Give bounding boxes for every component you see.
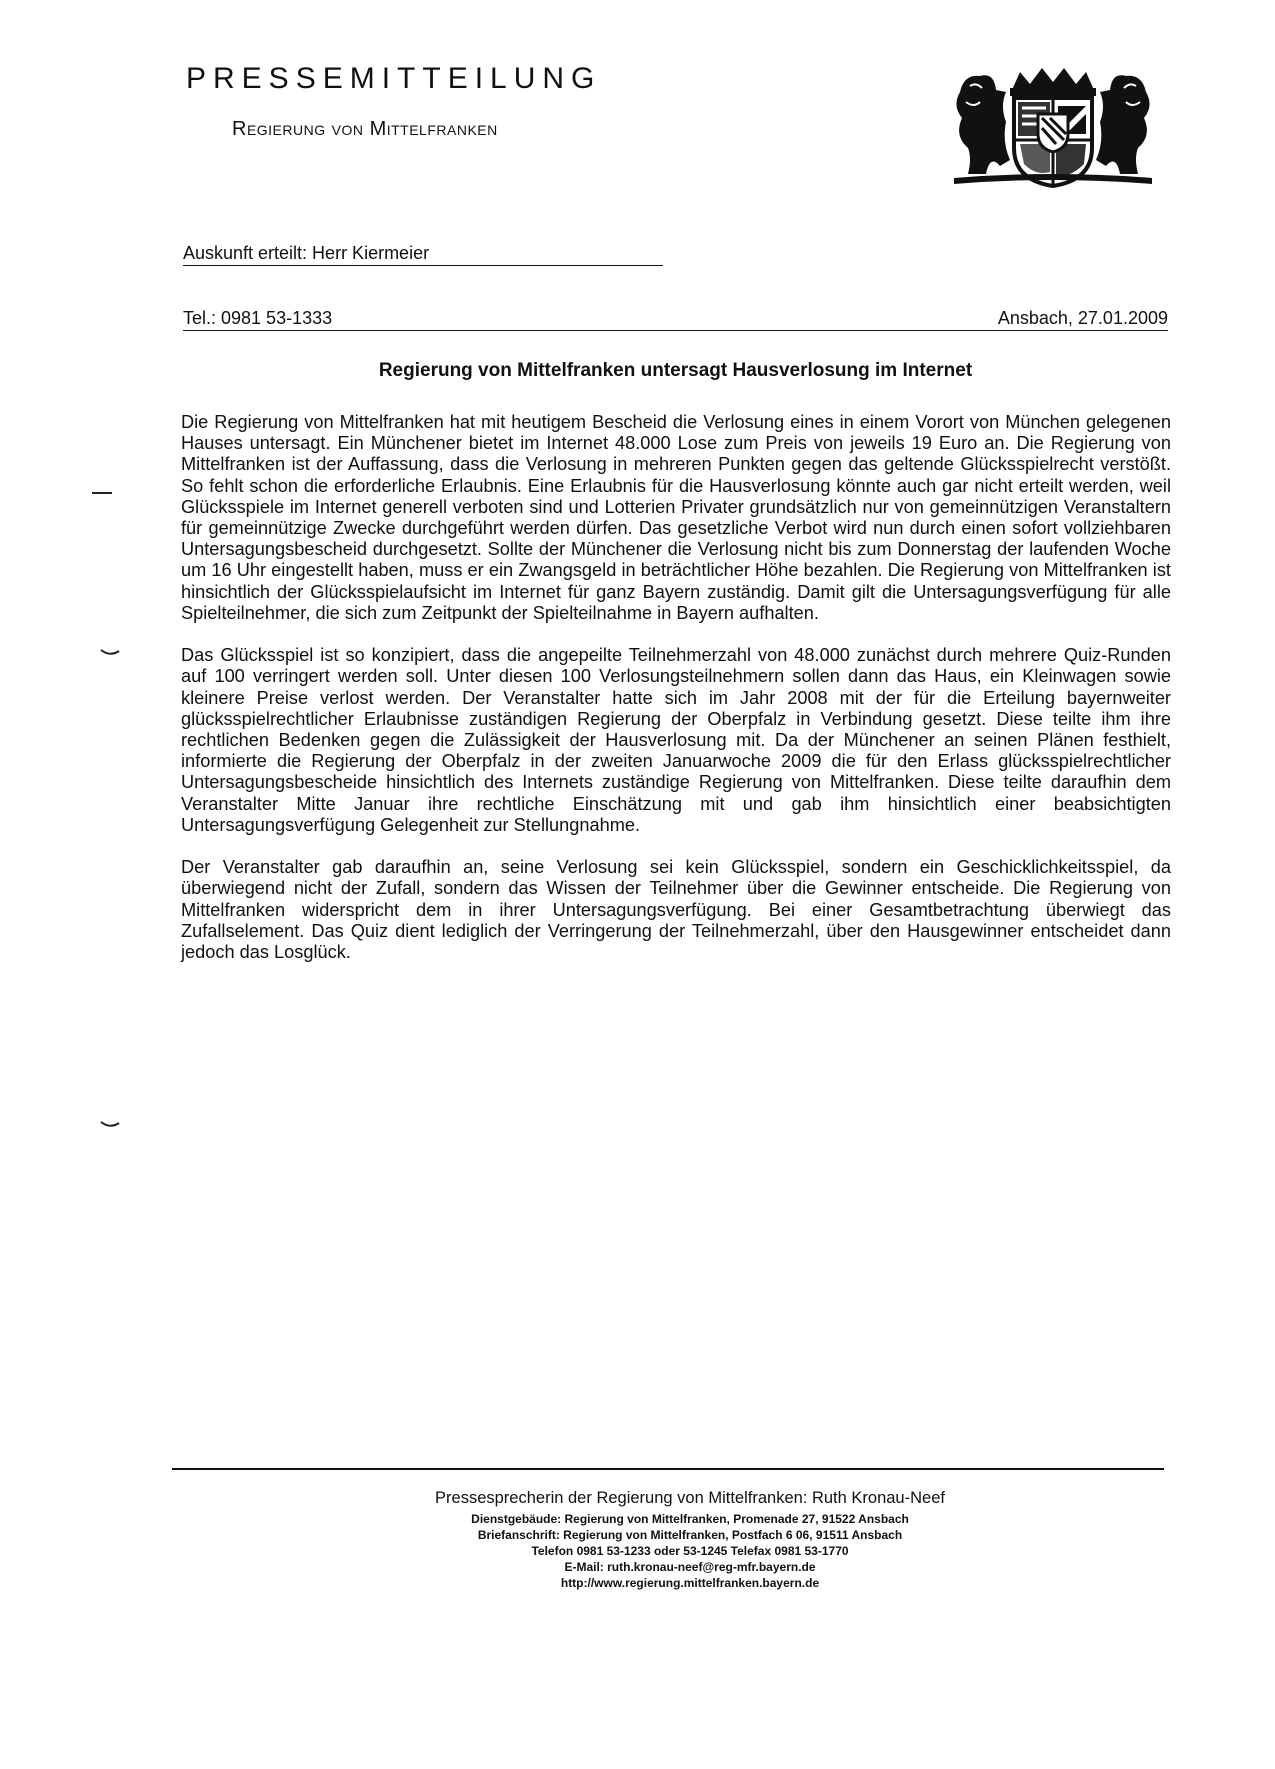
website-url: http://www.regierung.mittelfranken.bayern.de — [560, 1576, 820, 1590]
footer — [330, 1487, 1050, 1591]
phone-fax: Telefon 0981 53-1233 oder 53-1245 Telefax 0981 53-1770 — [531, 1544, 849, 1558]
paragraph: Das Glücksspiel ist so konzipiert, dass die angepeilte Teilnehmerzahl von 48.000 zunächst durch mehrere Quiz-Runden auf 100 verringert werden soll. Unter diesen 100 Verlosungsteilnehmern sollen dann das Haus, ein Kleinwagen sowie kleinere Preise verlost werden. Der Veranstalter hatte sich im Jahr 2008 mit der für die Erteilung bayernweiter glücksspielrechtlicher Erlaubnisse zuständigen Regierung der Oberpfalz in Verbindung gesetzt. Diese teilte ihm ihre rechtlichen Bedenken gegen die Zulässigkeit der Hausverlosung mit. Da der Münchener an seinen Plänen festhielt, informierte die Regierung der Oberpfalz in der zweiten Januarwoche 2009 die für den Erlass glücksspielrechtlicher Untersagungsbescheide hinsichtlich des Internets zuständige Regierung von Mittelfranken. Diese teilte daraufhin dem Veranstalter Mitte Januar ihre rechtliche Einschätzung mit und gab ihm hinsichtlich einer beabsichtigten Untersagungsverfügung Gelegenheit zur Stellungnahme. — [181, 645, 1171, 835]
document-title: PRESSEMITTEILUNG — [186, 62, 602, 95]
contact-row — [183, 308, 1168, 331]
office-address: Dienstgebäude: Regierung von Mittelfranken, Promenade 27, 91522 Ansbach — [471, 1512, 909, 1526]
contact-person: Auskunft erteilt: Herr Kiermeier — [183, 243, 663, 266]
place-date: Ansbach, 27.01.2009 — [997, 308, 1168, 328]
headline: Regierung von Mittelfranken untersagt Hausverlosung im Internet — [378, 360, 973, 381]
press-spokesperson: Pressesprecherin der Regierung von Mittelfranken: Ruth Kronau-Neef — [435, 1489, 945, 1507]
margin-tick-mark — [100, 648, 120, 658]
margin-tick-mark — [100, 1120, 120, 1130]
paragraph: Der Veranstalter gab daraufhin an, seine Verlosung sei kein Glücksspiel, sondern ein Geschicklichkeitsspiel, da überwiegend nicht der Zufall, sondern das Wissen der Teilnehmer über die Gewinner entscheide. Die Regierung von Mittelfranken widerspricht dem in ihrer Untersagungsverfügung. Bei einer Gesamtbetrachtung überwiegt das Zufallselement. Das Quiz dient lediglich der Verringerung der Teilnehmerzahl, über den Hausgewinner entscheidet dann jedoch das Losglück. — [181, 857, 1171, 963]
issuing-authority: Regierung von Mittelfranken — [232, 118, 498, 140]
email-address: E-Mail: ruth.kronau-neef@reg-mfr.bayern.de — [564, 1560, 816, 1574]
body-text — [181, 412, 1171, 984]
bavarian-coat-of-arms-icon — [950, 62, 1156, 190]
paragraph: Die Regierung von Mittelfranken hat mit heutigem Bescheid die Verlosung eines in einem Vorort von München gelegenen Hauses untersagt. Ein Münchener bietet im Internet 48.000 Lose zum Preis von jeweils 19 Euro an. Die Regierung von Mittelfranken ist der Auffassung, dass die Verlosung in mehreren Punkten gegen das geltende Glücksspielrecht verstößt. So fehlt schon die erforderliche Erlaubnis. Eine Erlaubnis für die Hausverlosung könnte auch gar nicht erteilt werden, weil Glücksspiele im Internet generell verboten sind und Lotterien Privater grundsätzlich nur von gemeinnützigen Veranstaltern für gemeinnützige Zwecke durchgeführt werden dürfen. Das gesetzliche Verbot wird nun durch einen sofort vollziehbaren Untersagungsbescheid durchgesetzt. Sollte der Münchener die Verlosung nicht bis zum Donnerstag der laufenden Woche um 16 Uhr eingestellt haben, muss er ein Zwangsgeld in beträchtlicher Höhe bezahlen. Die Regierung von Mittelfranken ist hinsichtlich der Glücksspielaufsicht im Internet für ganz Bayern zuständig. Damit gilt die Untersagungsverfügung für alle Spielteilnehmer, die sich zum Zeitpunkt der Spielteilnahme in Bayern aufhalten. — [181, 412, 1171, 623]
margin-dash-mark — [92, 490, 112, 496]
postal-address: Briefanschrift: Regierung von Mittelfranken, Postfach 6 06, 91511 Ansbach — [477, 1528, 903, 1542]
footer-divider — [172, 1468, 1164, 1470]
telephone: Tel.: 0981 53-1333 — [183, 308, 333, 328]
